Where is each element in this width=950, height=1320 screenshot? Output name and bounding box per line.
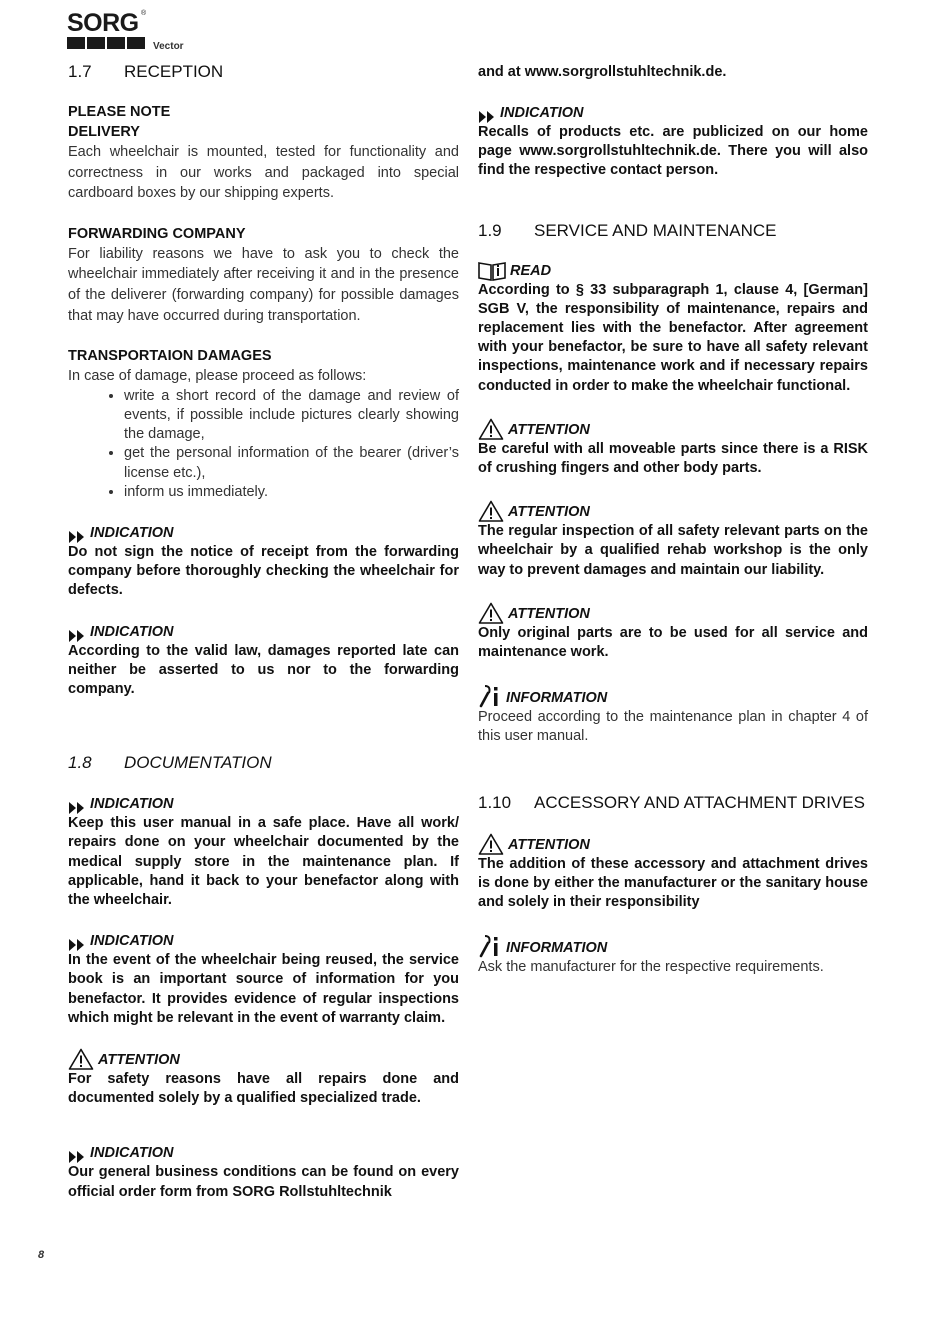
section-heading-1-10: 1.10 ACCESSORY AND ATTACHMENT DRIVES [478, 792, 865, 812]
logo-word: SORG [67, 9, 139, 37]
double-arrow-icon [68, 531, 86, 543]
transport-damages-label: TRANSPORTAION DAMAGES [68, 348, 272, 365]
wrench-info-icon [478, 684, 502, 708]
warning-triangle-icon [68, 1048, 94, 1070]
warning-triangle-icon [478, 418, 504, 440]
indication-text: In the event of the wheelchair being reused, the service book is an important source of information for you benefactor. It provides evidence of regular inspections which might be relevant in the event of warranty claim. [68, 952, 459, 1026]
indication-note: INDICATION [68, 932, 459, 951]
wrench-info-icon [478, 934, 502, 958]
left-column [68, 60, 459, 1202]
attention-note: ATTENTION [478, 833, 868, 855]
information-text: Proceed according to the maintenance plan in chapter 4 of this user manual. [478, 709, 868, 745]
continued-text: and at www.sorgrollstuhltechnik.de. [478, 64, 727, 80]
attention-note: ATTENTION [478, 500, 868, 522]
double-arrow-icon [68, 630, 86, 642]
information-note: INFORMATION [478, 684, 868, 708]
forwarding-label: FORWARDING COMPANY [68, 225, 246, 242]
indication-text: Our general business conditions can be found on every official order form from SORG Rollstuhltechnik [68, 1164, 459, 1200]
indication-text: Do not sign the notice of receipt from the forwarding company before thoroughly checking the wheelchair for defects. [68, 543, 459, 599]
registered-mark: ® [141, 10, 147, 17]
list-item: • write a short record of the damage and review of events, if possible include pictures clearly showing the damage, [124, 387, 459, 445]
indication-text: According to the valid law, damages reported late can neither be asserted to us nor to the forwarding company. [68, 642, 459, 697]
double-arrow-icon [478, 111, 496, 123]
section-heading-1-9: 1.9 SERVICE AND MAINTENANCE [478, 220, 777, 240]
indication-note: INDICATION [68, 795, 459, 814]
indication-note: INDICATION [68, 1144, 459, 1163]
damage-steps-list [68, 387, 459, 502]
attention-note: ATTENTION [68, 1048, 459, 1070]
please-note-label: PLEASE NOTE [68, 104, 171, 120]
page-number: 8 [38, 1249, 45, 1261]
attention-text: Be careful with all moveable parts since there is a RISK of crushing fingers and other body parts. [478, 440, 868, 477]
delivery-label: DELIVERY [68, 124, 140, 140]
delivery-text: Each wheelchair is mounted, tested for functionality and correctness in our works and packaged into special cardboard boxes by our shipping experts. [68, 144, 459, 202]
indication-note: INDICATION [68, 524, 459, 543]
attention-text: The regular inspection of all safety relevant parts on the wheelchair by a qualified rehab workshop is the only way to prevent damages and maintain our liability. [478, 523, 868, 578]
indication-text: Recalls of products etc. are publicized on our home page www.sorgrollstuhltechnik.de. There you will also find the respective contact person. [478, 124, 868, 179]
attention-text: The addition of these accessory and attachment drives is done by either the manufacturer or the sanitary house and solely in their responsibility [478, 855, 868, 911]
logo-subtitle: Vector [153, 41, 184, 52]
sorg-logo [67, 10, 197, 54]
information-text: Ask the manufacturer for the respective requirements. [478, 959, 824, 976]
transport-intro: In case of damage, please proceed as follows: [68, 368, 367, 385]
list-item: • get the personal information of the bearer (driver’s license etc.), [124, 444, 459, 482]
warning-triangle-icon [478, 602, 504, 624]
double-arrow-icon [68, 802, 86, 814]
section-heading-1-8: 1.8 DOCUMENTATION [68, 753, 272, 773]
list-item: • inform us immediately. [124, 483, 459, 502]
section-heading-1-7: 1.7 RECEPTION [68, 62, 224, 81]
information-note: INFORMATION [478, 934, 868, 958]
indication-text: Keep this user manual in a safe place. Have all work/ repairs done on your wheelchair documented by the medical supply store in the maintenance plan. If applicable, hand it back to your benefactor along with the wheelchair. [68, 815, 459, 908]
attention-text: Only original parts are to be used for all service and maintenance work. [478, 624, 868, 661]
forwarding-text: For liability reasons we have to ask you to check the wheelchair immediately after receiving it and in the presence of the deliverer (forwarding company) for possible damages that may have occurred during transportation. [68, 245, 459, 324]
double-arrow-icon [68, 939, 86, 951]
attention-note: ATTENTION [478, 602, 868, 624]
indication-note: INDICATION [478, 104, 868, 123]
warning-triangle-icon [478, 833, 504, 855]
attention-text: For safety reasons have all repairs done and documented solely by a qualified specialized trade. [68, 1071, 459, 1107]
indication-note: INDICATION [68, 623, 459, 642]
book-icon [478, 261, 506, 281]
attention-note: ATTENTION [478, 418, 868, 440]
logo-blocks [67, 37, 145, 49]
read-text: According to § 33 subparagraph 1, clause 4, [German] SGB V, the responsibility of maintenance, repairs and replacement lies with the benefactor. After agreement with your benefactor, be sure to have all safety relevant inspections, maintenance work and if necessary repairs conducted in order to make the wheelchair functional. [478, 281, 868, 394]
double-arrow-icon [68, 1151, 86, 1163]
right-column [478, 60, 868, 977]
read-note: READ [478, 261, 868, 281]
warning-triangle-icon [478, 500, 504, 522]
